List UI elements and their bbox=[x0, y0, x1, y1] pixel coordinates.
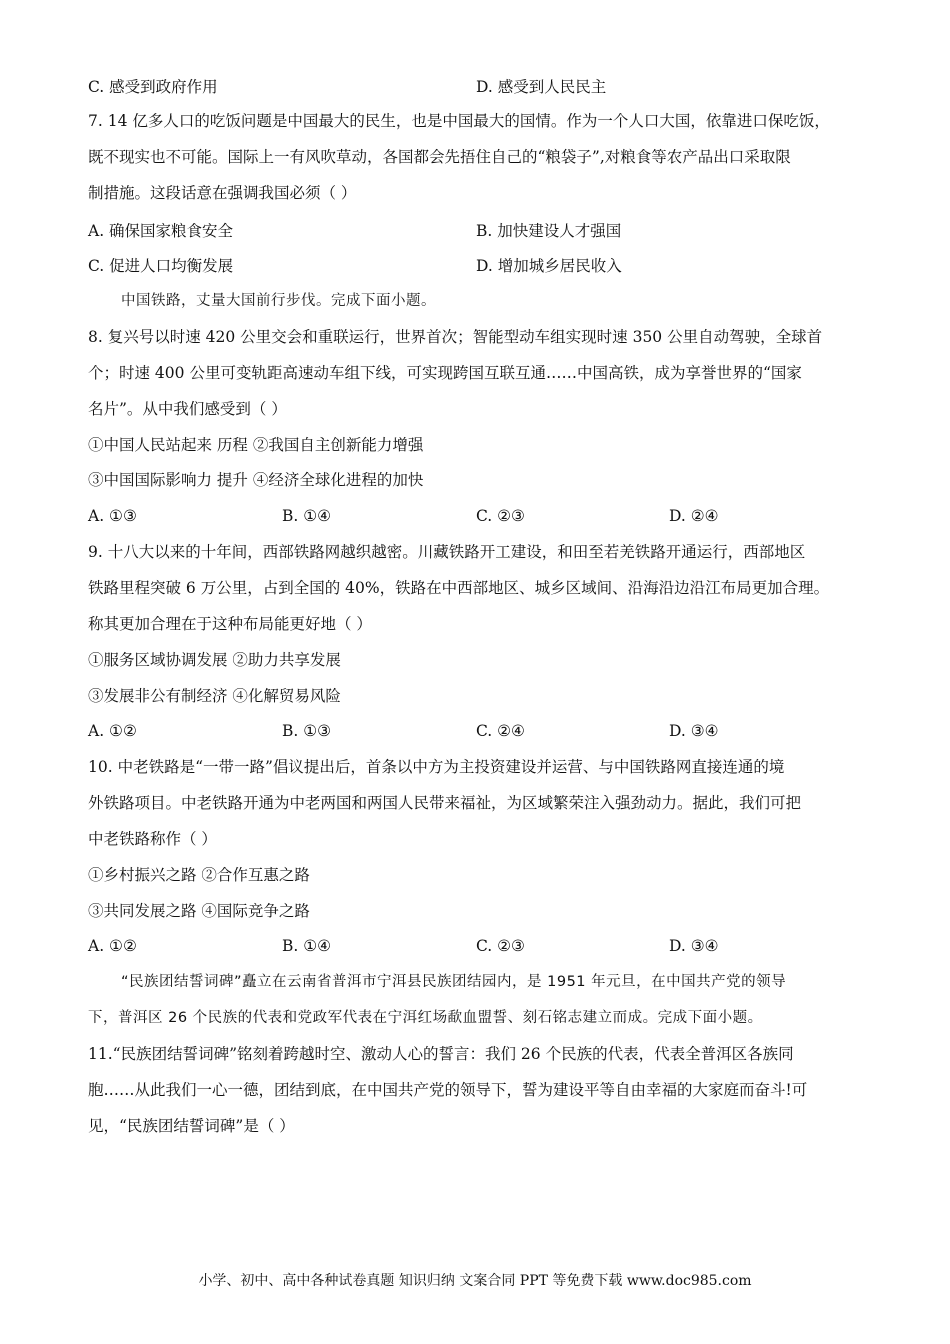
q11-stem-line-1: 11.“民族团结誓词碑”铭刻着跨越时空、激动人心的誓言：我们 26 个民族的代表，代表全普洱区各族同 bbox=[88, 1045, 794, 1063]
q8-items-line-1: ①中国人民站起来 历程 ②我国自主创新能力增强 bbox=[88, 436, 424, 454]
q10-items-line-1: ①乡村振兴之路 ②合作互惠之路 bbox=[88, 866, 310, 884]
page-footer: 小学、初中、高中各种试卷真题 知识归纳 文案合同 PPT 等免费下载 www.doc985.com bbox=[198, 1273, 752, 1289]
material-rail: 中国铁路，丈量大国前行步伐。完成下面小题。 bbox=[121, 293, 436, 309]
material-stele-line-1: “民族团结誓词碑”矗立在云南省普洱市宁洱县民族团结园内，是 1951 年元旦，在中国共产党的领导 bbox=[121, 974, 787, 990]
q7-stem-line-2: 既不现实也不可能。国际上一有风吹草动，各国都会先捂住自己的“粮袋子”,对粮食等农产品出口采取限 bbox=[88, 148, 791, 166]
q8-option-b: B. ①④ bbox=[282, 507, 332, 525]
q7-option-a: A. 确保国家粮食安全 bbox=[88, 222, 234, 240]
q11-stem-line-2: 胞……从此我们一心一德，团结到底，在中国共产党的领导下，誓为建设平等自由幸福的大家庭而奋斗!可 bbox=[88, 1081, 808, 1099]
q6-option-c: C. 感受到政府作用 bbox=[88, 78, 218, 96]
q10-stem-line-3: 中老铁路称作（ ） bbox=[88, 830, 217, 848]
q8-option-d: D. ②④ bbox=[669, 507, 719, 525]
q8-option-c: C. ②③ bbox=[476, 507, 525, 525]
q9-items-line-2: ③发展非公有制经济 ④化解贸易风险 bbox=[88, 687, 341, 705]
q6-option-d: D. 感受到人民民主 bbox=[476, 78, 607, 96]
q10-stem-line-1: 10. 中老铁路是“一带一路”倡议提出后，首条以中方为主投资建设并运营、与中国铁路网直接连通的境 bbox=[88, 758, 785, 776]
q7-option-d: D. 增加城乡居民收入 bbox=[476, 257, 622, 275]
q9-option-c: C. ②④ bbox=[476, 722, 525, 740]
q10-option-a: A. ①② bbox=[88, 937, 137, 955]
q8-items-line-2: ③中国国际影响力 提升 ④经济全球化进程的加快 bbox=[88, 471, 424, 489]
q7-option-b: B. 加快建设人才强国 bbox=[476, 222, 622, 240]
q10-items-line-2: ③共同发展之路 ④国际竞争之路 bbox=[88, 902, 310, 920]
q10-stem-line-2: 外铁路项目。中老铁路开通为中老两国和两国人民带来福祉，为区域繁荣注入强劲动力。据此，我们可把 bbox=[88, 794, 802, 812]
q7-stem-line-1: 7. 14 亿多人口的吃饭问题是中国最大的民生，也是中国最大的国情。作为一个人口大国，依靠进口保吃饭， bbox=[88, 112, 830, 130]
q9-option-d: D. ③④ bbox=[669, 722, 719, 740]
q8-stem-line-1: 8. 复兴号以时速 420 公里交会和重联运行，世界首次；智能型动车组实现时速 350 公里自动驾驶，全球首 bbox=[88, 328, 823, 346]
q9-option-a: A. ①② bbox=[88, 722, 137, 740]
q9-items-line-1: ①服务区域协调发展 ②助力共享发展 bbox=[88, 651, 341, 669]
q8-stem-line-3: 名片”。从中我们感受到（ ） bbox=[88, 400, 287, 418]
q7-stem-line-3: 制措施。这段话意在强调我国必须（ ） bbox=[88, 184, 357, 202]
q9-stem-line-1: 9. 十八大以来的十年间，西部铁路网越织越密。川藏铁路开工建设，和田至若羌铁路开通运行，西部地区 bbox=[88, 543, 806, 561]
q10-option-c: C. ②③ bbox=[476, 937, 525, 955]
q8-stem-line-2: 个；时速 400 公里可变轨距高速动车组下线，可实现跨国互联互通……中国高铁，成为享誉世界的“国家 bbox=[88, 364, 802, 382]
q9-stem-line-2: 铁路里程突破 6 万公里，占到全国的 40%，铁路在中西部地区、城乡区域间、沿海沿边沿江布局更加合理。 bbox=[88, 579, 830, 597]
q9-stem-line-3: 称其更加合理在于这种布局能更好地（ ） bbox=[88, 615, 372, 633]
q7-option-c: C. 促进人口均衡发展 bbox=[88, 257, 234, 275]
q10-option-d: D. ③④ bbox=[669, 937, 719, 955]
q8-option-a: A. ①③ bbox=[88, 507, 137, 525]
q10-option-b: B. ①④ bbox=[282, 937, 332, 955]
q11-stem-line-3: 见，“民族团结誓词碑”是（ ） bbox=[88, 1117, 295, 1135]
q9-option-b: B. ①③ bbox=[282, 722, 332, 740]
material-stele-line-2: 下，普洱区 26 个民族的代表和党政军代表在宁洱红场歃血盟誓、刻石铭志建立而成。完成下面小题。 bbox=[88, 1010, 763, 1026]
